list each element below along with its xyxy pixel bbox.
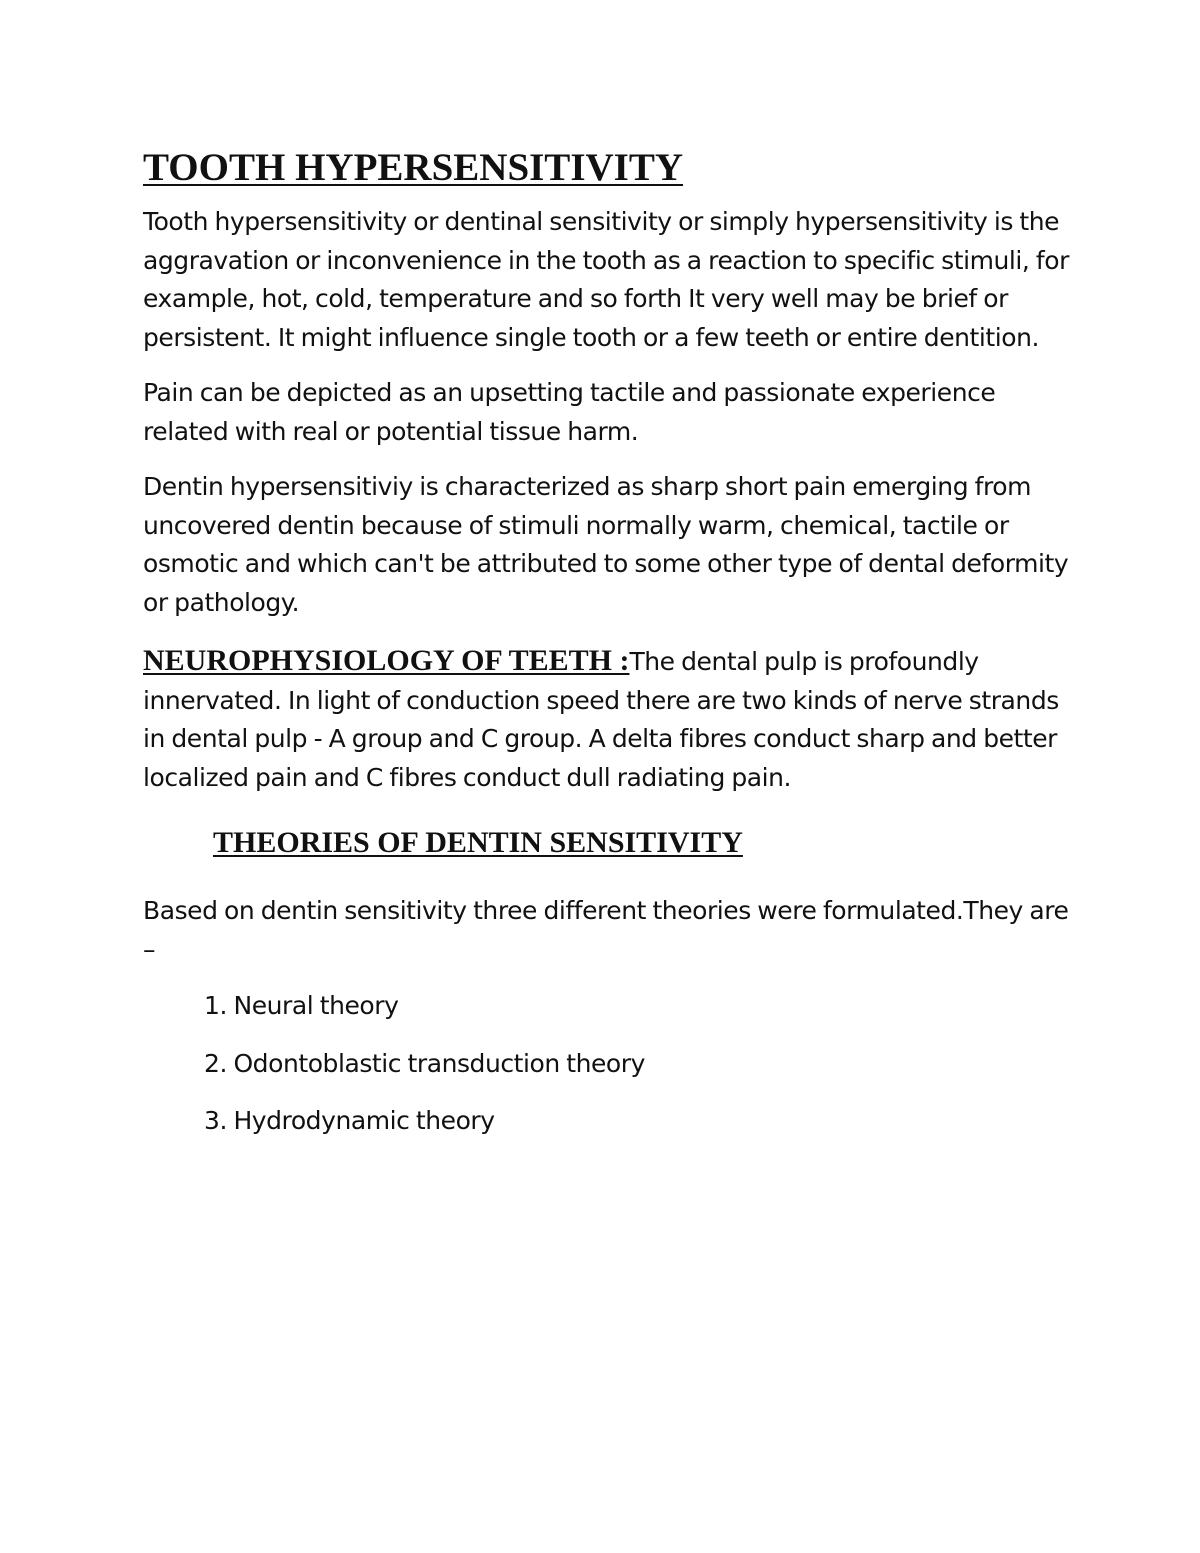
theories-intro: Based on dentin sensitivity three different theories were formulated.They are – xyxy=(143,896,1069,964)
neurophysiology-heading: NEUROPHYSIOLOGY OF TEETH : xyxy=(143,644,630,677)
neurophysiology-paragraph xyxy=(143,642,1073,797)
dentin-paragraph: Dentin hypersensitiviy is characterized as sharp short pain emerging from uncovered dentin because of stimuli normally warm, chemical, tactile or osmotic and which can't be attributed to some other type of dental deformity or pathology. xyxy=(143,472,1069,617)
document-content xyxy=(143,140,1073,1160)
document-title: TOOTH HYPERSENSITIVITY xyxy=(143,146,684,189)
theory-item-neural: 1. Neural theory xyxy=(204,991,399,1020)
theory-list xyxy=(143,987,1073,1141)
neurophysiology-text: The dental pulp is profoundly innervated. In light of conduction speed there are two kinds of nerve strands in dental pulp - A group and C group. A delta fibres conduct sharp and better localized pain and C fibres conduct dull radiating pain. xyxy=(143,647,1059,792)
theories-heading: THEORIES OF DENTIN SENSITIVITY xyxy=(213,826,743,859)
pain-paragraph: Pain can be depicted as an upsetting tactile and passionate experience related with real or potential tissue harm. xyxy=(143,378,996,446)
theory-item-hydrodynamic: 3. Hydrodynamic theory xyxy=(204,1106,495,1135)
theory-item-odontoblastic: 2. Odontoblastic transduction theory xyxy=(204,1048,645,1078)
intro-paragraph: Tooth hypersensitivity or dentinal sensitivity or simply hypersensitivity is the aggravation or inconvenience in the tooth as a reaction to specific stimuli, for example, hot, cold, temperature and so forth It very well may be brief or persistent. It might influence single tooth or a few teeth or entire dentition. xyxy=(143,207,1069,352)
